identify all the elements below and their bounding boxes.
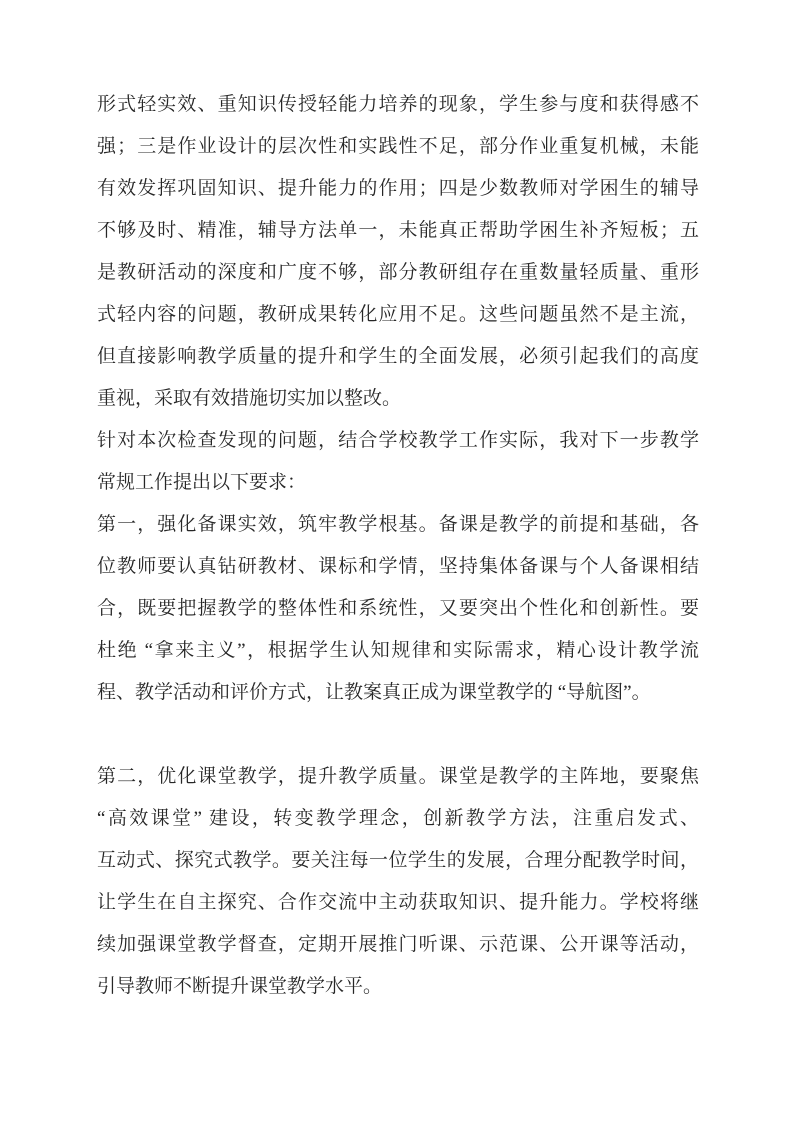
text-line: 重视，采取有效措施切实加以整改。: [97, 388, 402, 409]
text-line: 引导教师不断提升课堂教学水平。: [97, 976, 383, 997]
text-line: 针对本次检查发现的问题，结合学校教学工作实际，我对下一步教学: [97, 430, 699, 451]
text-line: 是教研活动的深度和广度不够，部分教研组存在重数量轻质量、重形: [97, 262, 699, 283]
text-line: 形式轻实效、重知识传授轻能力培养的现象，学生参与度和获得感不: [97, 94, 699, 115]
text-line: 常规工作提出以下要求：: [97, 472, 307, 493]
text-line: 位教师要认真钻研教材、课标和学情，坚持集体备课与个人备课相结: [97, 556, 699, 577]
text-line: 式轻内容的问题，教研成果转化应用不足。这些问题虽然不是主流，: [97, 304, 699, 325]
text-line: 有效发挥巩固知识、提升能力的作用；四是少数教师对学困生的辅导: [97, 178, 699, 199]
text-line: 杜绝 “拿来主义”，根据学生认知规律和实际需求，精心设计教学流: [97, 640, 699, 661]
text-line: 续加强课堂教学督查，定期开展推门听课、示范课、公开课等活动，: [97, 934, 699, 955]
document-text-block: [97, 84, 699, 1008]
text-line: 合，既要把握教学的整体性和系统性，又要突出个性化和创新性。要: [97, 598, 699, 619]
text-line: 第一，强化备课实效，筑牢教学根基。备课是教学的前提和基础，各: [97, 514, 699, 535]
text-line: 让学生在自主探究、合作交流中主动获取知识、提升能力。学校将继: [97, 892, 699, 913]
text-line: 不够及时、精准，辅导方法单一，未能真正帮助学困生补齐短板；五: [97, 220, 699, 241]
text-line: 互动式、探究式教学。要关注每一位学生的发展，合理分配教学时间，: [97, 850, 699, 871]
blank-line: [97, 714, 699, 756]
text-line: 第二，优化课堂教学，提升教学质量。课堂是教学的主阵地，要聚焦: [97, 766, 699, 787]
text-line: 强；三是作业设计的层次性和实践性不足，部分作业重复机械，未能: [97, 136, 699, 157]
text-line: 但直接影响教学质量的提升和学生的全面发展，必须引起我们的高度: [97, 346, 699, 367]
text-line: “高效课堂” 建设，转变教学理念，创新教学方法，注重启发式、: [97, 808, 699, 829]
text-line: 程、教学活动和评价方式，让教案真正成为课堂教学的 “导航图”。: [97, 682, 651, 703]
